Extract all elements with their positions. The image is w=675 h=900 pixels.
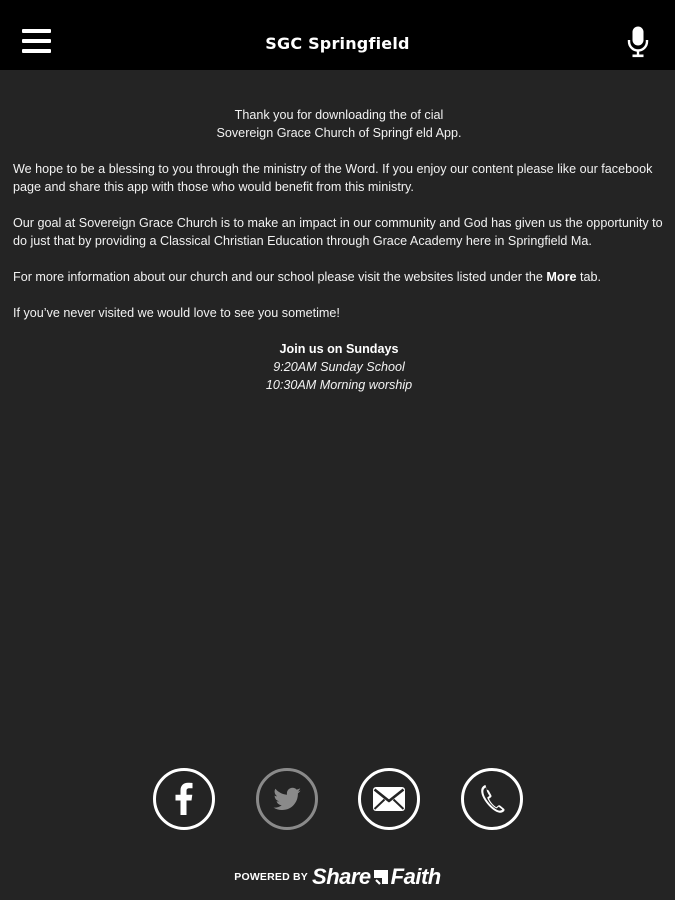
twitter-button[interactable] xyxy=(256,768,318,830)
blessing-paragraph: We hope to be a blessing to you through the ministry of the Word. If you enjoy our content please like our facebook page and share this app with those who would benefit from this ministry. xyxy=(13,162,653,194)
powered-by-label: POWERED BY xyxy=(234,871,309,883)
phone-icon xyxy=(464,771,520,827)
twitter-icon xyxy=(259,771,315,827)
visit-paragraph: If you’ve never visited we would love to see you sometime! xyxy=(13,306,340,320)
brand-name-part2: Faith xyxy=(390,864,441,889)
facebook-icon xyxy=(156,771,212,827)
welcome-intro xyxy=(13,106,665,142)
more-info-tail: tab. xyxy=(576,270,602,284)
more-info-text: For more information about our church and our school please visit the websites listed under the xyxy=(13,270,547,284)
brand-name-part1: Share xyxy=(312,864,371,889)
top-bar xyxy=(0,0,675,70)
sunday-school-time: 9:20AM Sunday School xyxy=(273,360,405,374)
app-title: SGC Springfield xyxy=(265,34,410,53)
social-links xyxy=(0,768,675,830)
facebook-button[interactable] xyxy=(153,768,215,830)
more-tab-label: More xyxy=(546,270,577,284)
powered-by-footer[interactable] xyxy=(0,864,675,890)
more-info-paragraph xyxy=(13,268,665,286)
sunday-schedule xyxy=(13,340,665,394)
phone-button[interactable] xyxy=(461,768,523,830)
sundays-heading: Join us on Sundays xyxy=(279,342,399,356)
intro-line-2: Sovereign Grace Church of Springf eld App. xyxy=(216,126,462,140)
intro-line-1: Thank you for downloading the of cial xyxy=(234,108,444,122)
welcome-content xyxy=(13,106,665,412)
microphone-icon[interactable] xyxy=(626,26,650,58)
goal-paragraph: Our goal at Sovereign Grace Church is to make an impact in our community and God has given us the opportunity to do just that by providing a Classical Christian Education through Grace Academy here in Springfield Ma. xyxy=(13,216,663,248)
morning-worship-time: 10:30AM Morning worship xyxy=(265,378,413,392)
email-icon xyxy=(361,771,417,827)
email-button[interactable] xyxy=(358,768,420,830)
sharefaith-logo-icon xyxy=(372,868,390,886)
